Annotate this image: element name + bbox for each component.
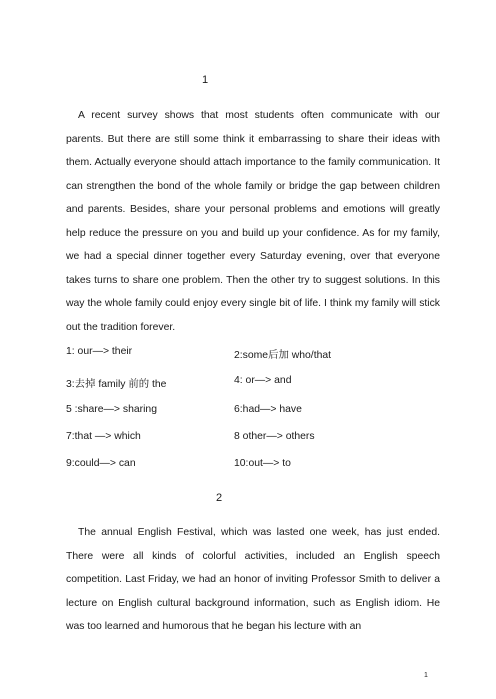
paragraph: A recent survey shows that most students often communicate with our parents. But there are still some think it embarrassing to share their ideas with them. Actually everyone should attach importance to the family communication. It can strengthen the bond of the whole family or bridge the gap between children and parents. Besides, share your personal problems and emotions will greatly help reduce the pressure on you and build up your confidence. As for my family, we had a special dinner together every Saturday evening, over that everyone takes turns to share one problem. Then the other try to suggest solutions. In this way the whole family could enjoy every single bit of life. I think my family will stick out the tradition forever. (66, 110, 440, 333)
answer-item: 10:out—> to (234, 458, 291, 469)
answer-item: 8 other—> others (234, 431, 315, 442)
answer-item: 3:去掉 family 前的 the (66, 379, 167, 390)
section-number: 2 (216, 492, 223, 504)
paragraph: The annual English Festival, which was lasted one week, has just ended. There were all kinds of colorful activities, included an English speech competition. Last Friday, we had an honor of inviting Professor Smith to deliver a lecture on English cultural background information, such as English idiom. He was too learned and humorous that he began his lecture with an (66, 527, 440, 632)
answer-row (66, 458, 446, 474)
answer-item: 9:could—> can (66, 458, 136, 469)
answer-item: 6:had—> have (234, 404, 302, 415)
section-number: 1 (202, 74, 209, 86)
answer-row (66, 375, 446, 391)
page-number: 1 (424, 672, 428, 679)
answer-row (66, 346, 446, 362)
answer-row (66, 404, 446, 420)
answer-row (66, 431, 446, 447)
answer-item: 2:some后加 who/that (234, 350, 332, 361)
answer-item: 7:that —> which (66, 431, 141, 442)
answer-item: 4: or—> and (234, 375, 292, 386)
answer-item: 1: our—> their (66, 346, 133, 357)
answer-item: 5 :share—> sharing (66, 404, 157, 415)
